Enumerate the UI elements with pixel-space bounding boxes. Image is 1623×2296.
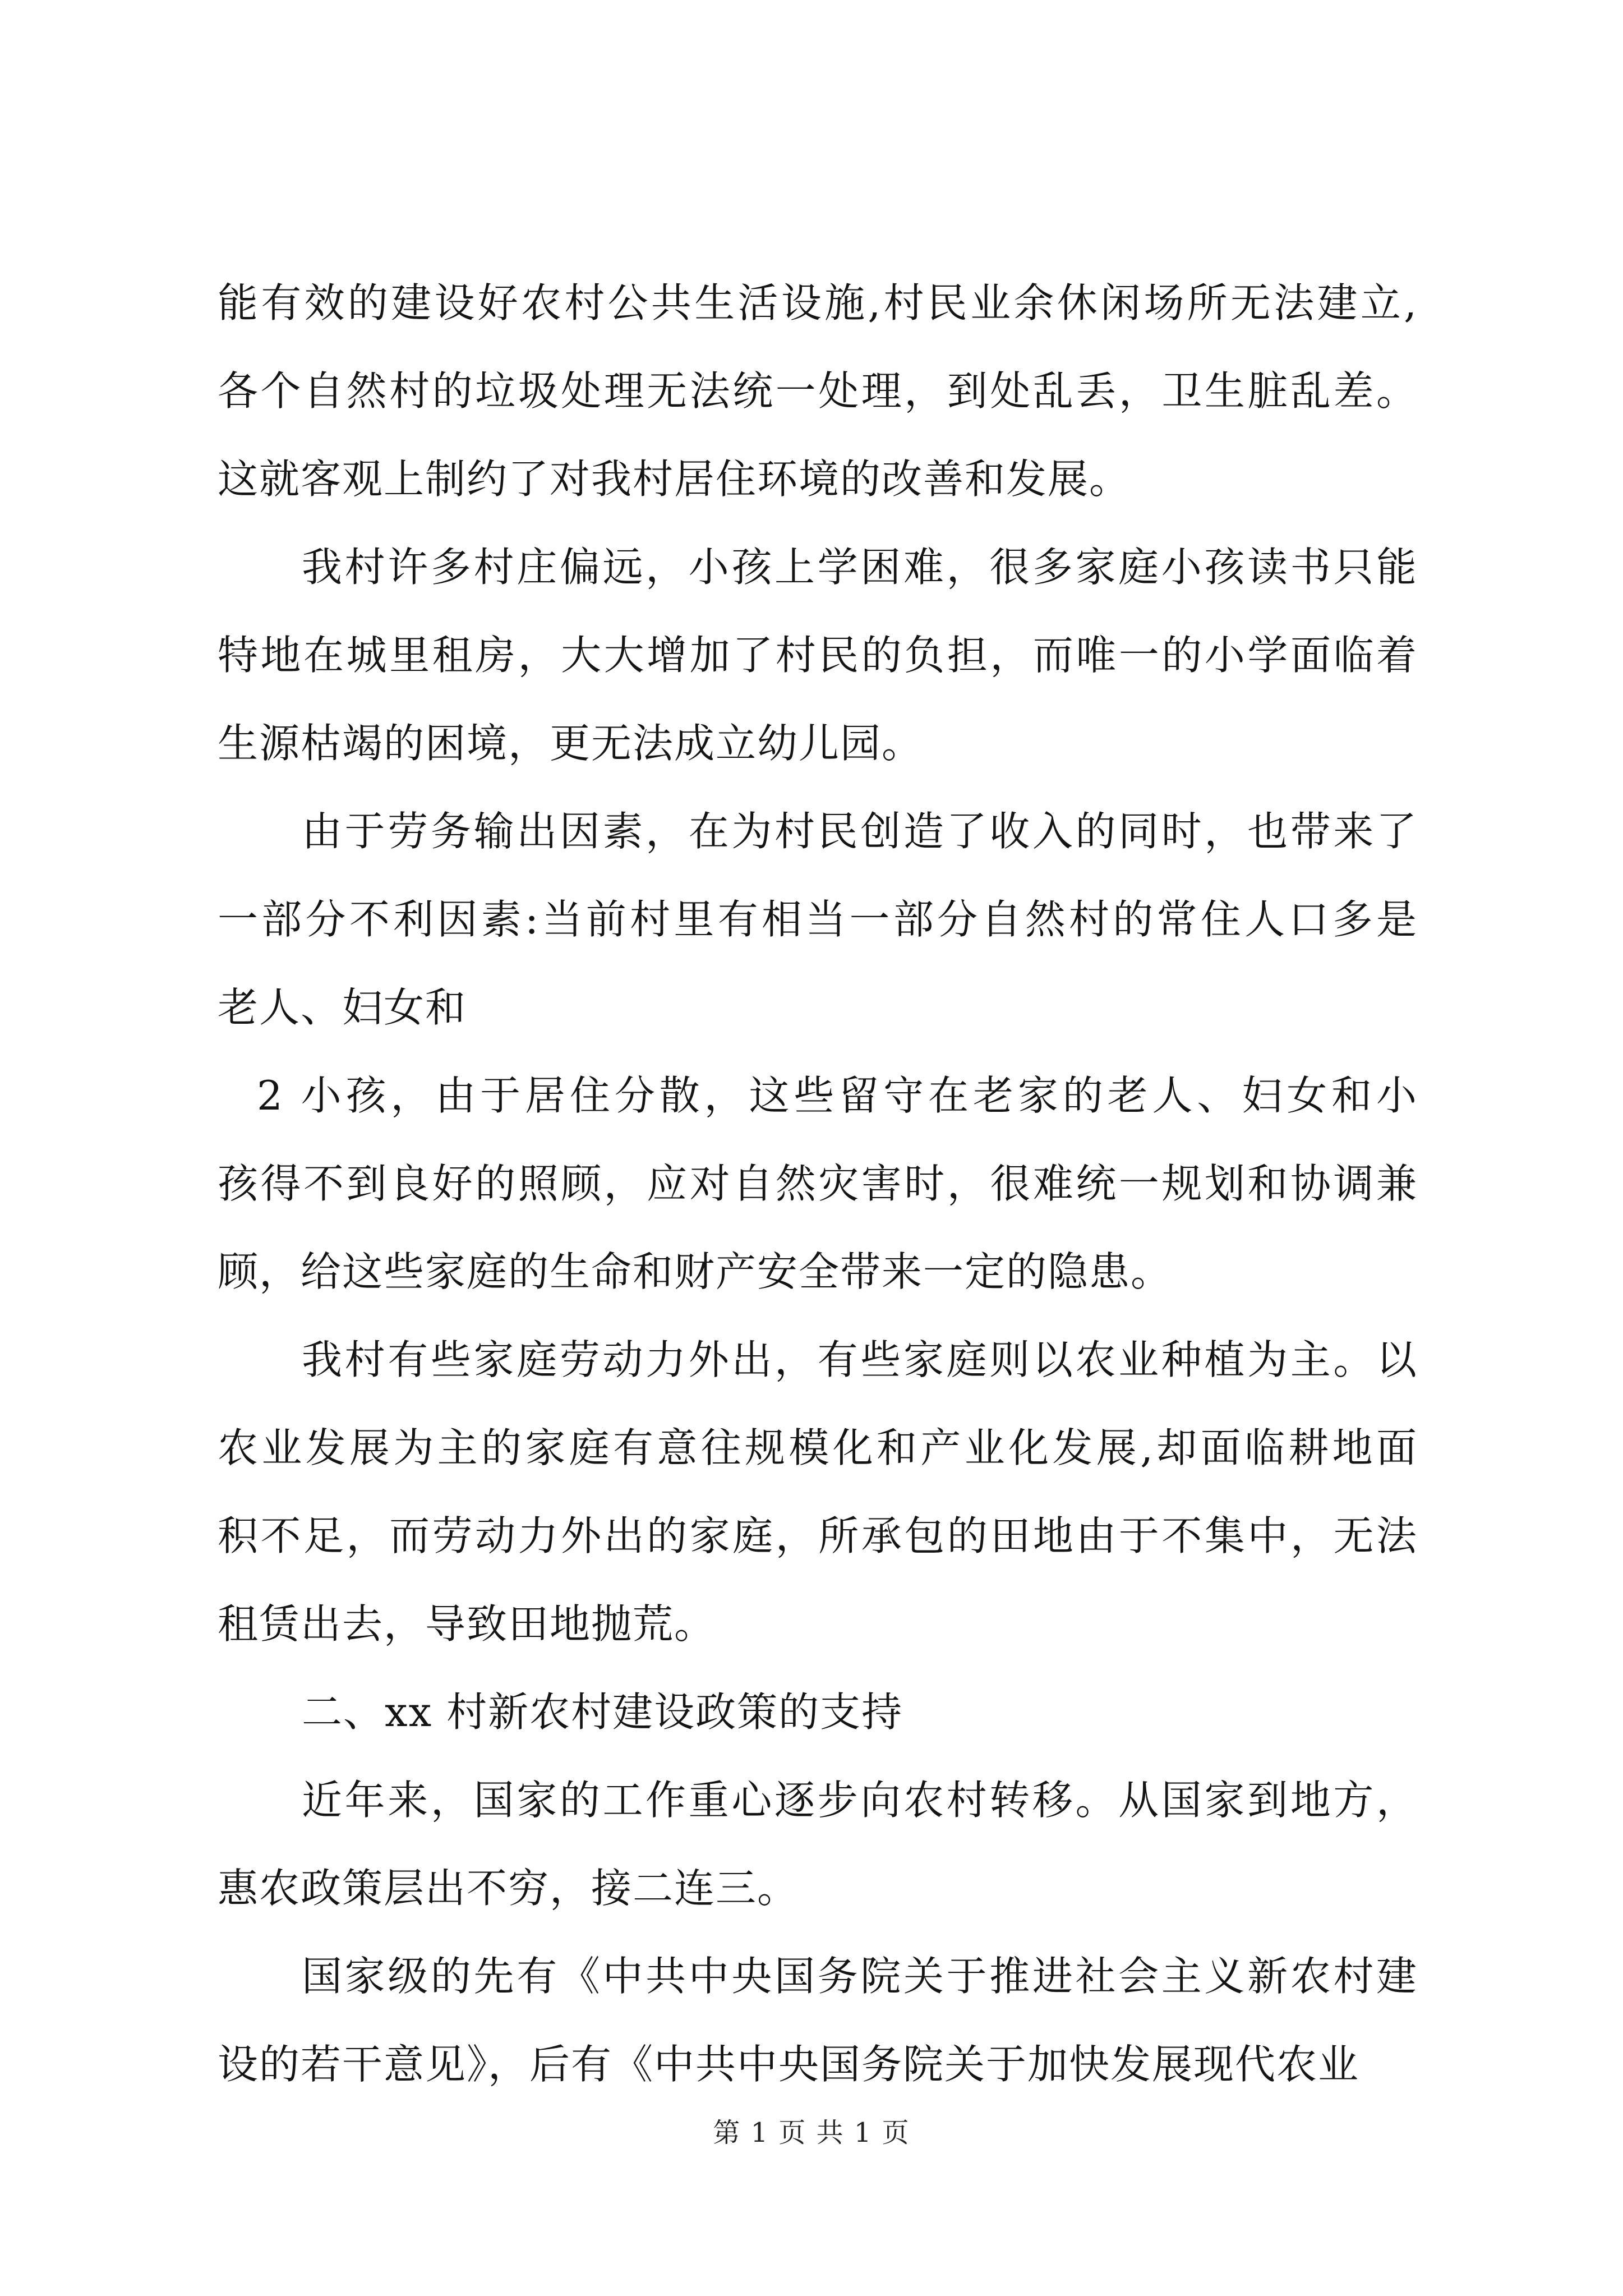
text-line: 我村有些家庭劳动力外出，有些家庭则以农业种植为主。以 [302, 1336, 1418, 1383]
paragraph [218, 259, 1418, 523]
paragraph [218, 1668, 1418, 1756]
text-line: 一部分不利因素:当前村里有相当一部分自然村的常住人口多是 [218, 896, 1418, 943]
text-line: 国家级的先有《中共中央国务院关于推进社会主义新农村建 [302, 1953, 1418, 2000]
paragraph [218, 788, 1418, 1052]
text-line: 老人、妇女和 [218, 984, 467, 1031]
text-line: 农业发展为主的家庭有意往规模化和产业化发展,却面临耕地面 [218, 1424, 1418, 1471]
paragraph [218, 1932, 1418, 2109]
paragraph [218, 1756, 1418, 1932]
text-line: 孩得不到良好的照顾，应对自然灾害时，很难统一规划和协调兼 [218, 1160, 1418, 1207]
text-line: 特地在城里租房，大大增加了村民的负担，而唯一的小学面临着 [218, 632, 1418, 679]
document-body [218, 259, 1418, 2109]
page-number-footer: 第 1 页 共 1 页 [713, 2117, 910, 2148]
text-line: 这就客观上制约了对我村居住环境的改善和发展。 [218, 455, 1131, 503]
text-line: 设的若干意见》，后有《中共中央国务院关于加快发展现代农业 [218, 2041, 1360, 2088]
paragraph [218, 523, 1418, 788]
text-line: 惠农政策层出不穷，接二连三。 [218, 1865, 799, 1912]
text-line: 二、xx 村新农村建设政策的支持 [302, 1688, 903, 1736]
text-line: 租赁出去，导致田地抛荒。 [218, 1600, 716, 1648]
paragraph [218, 1052, 1418, 1316]
text-line: 能有效的建设好农村公共生活设施,村民业余休闲场所无法建立, [218, 279, 1418, 326]
text-line: 生源枯竭的困境，更无法成立幼儿园。 [218, 720, 924, 767]
text-line: 2 小孩，由于居住分散，这些留守在老家的老人、妇女和小 [257, 1072, 1418, 1119]
text-line: 近年来，国家的工作重心逐步向农村转移。从国家到地方， [302, 1777, 1418, 1824]
text-line: 顾，给这些家庭的生命和财产安全带来一定的隐患。 [218, 1248, 1173, 1295]
paragraph [218, 1316, 1418, 1668]
text-line: 我村许多村庄偏远，小孩上学困难，很多家庭小孩读书只能 [302, 544, 1418, 591]
text-line: 积不足，而劳动力外出的家庭，所承包的田地由于不集中，无法 [218, 1512, 1418, 1559]
text-line: 由于劳务输出因素，在为村民创造了收入的同时，也带来了 [302, 808, 1418, 855]
text-line: 各个自然村的垃圾处理无法统一处理，到处乱丢，卫生脏乱差。 [218, 367, 1418, 415]
